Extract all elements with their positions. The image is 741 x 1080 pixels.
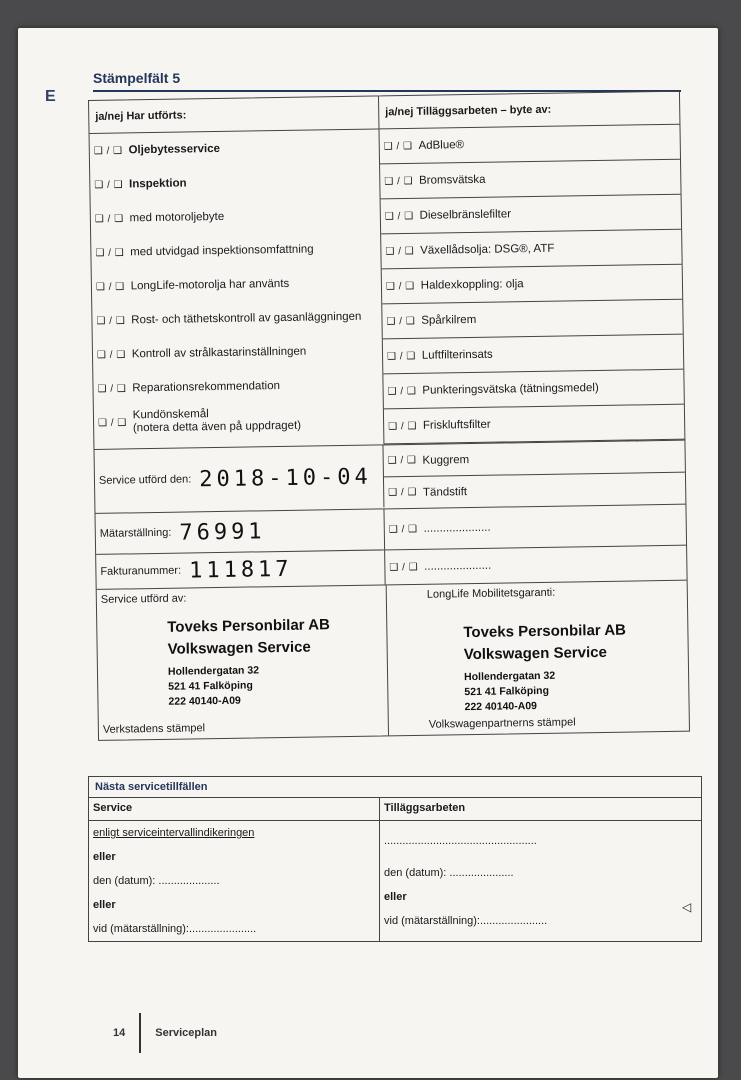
performed-item-text: Reparationsrekommendation (132, 380, 281, 395)
right-slot-a (383, 441, 685, 509)
performed-item-text: Oljebytesservice (128, 142, 221, 157)
performed-item-label (133, 407, 302, 436)
additional-work-row (382, 265, 683, 305)
yes-no-checkbox[interactable]: ❑ / ❑ (95, 246, 125, 259)
yes-no-checkbox[interactable]: ❑ / ❑ (385, 280, 415, 292)
additional-work-label: ..................... (424, 559, 492, 573)
additional-work-label: Tändstift (422, 485, 468, 499)
yes-no-checkbox[interactable]: ❑ / ❑ (388, 523, 418, 535)
page-title: Stämpelfält 5 (93, 70, 181, 86)
additional-work-header: ja/nej Tilläggsarbeten – byte av: (379, 92, 679, 130)
yes-no-checkbox[interactable]: ❑ / ❑ (97, 382, 127, 395)
page-number: 14 (113, 1027, 126, 1039)
yes-no-checkbox[interactable]: ❑ / ❑ (384, 210, 414, 222)
performed-row (92, 299, 381, 338)
footer-divider (139, 1013, 141, 1053)
yes-no-checkbox[interactable]: ❑ / ❑ (384, 175, 414, 187)
mileage-cell (96, 509, 386, 554)
invoice-value: 111817 (188, 556, 293, 583)
next-service-table (88, 776, 702, 942)
left-arrow-icon: ◁ (682, 900, 692, 914)
additional-work-label: Kuggrem (422, 453, 470, 467)
partner-stamp (463, 620, 627, 716)
yes-no-checkbox[interactable]: ❑ / ❑ (383, 140, 413, 152)
performed-item-text: Rost- och täthetskontroll av gasanläggningen (131, 310, 362, 327)
yes-no-checkbox[interactable]: ❑ / ❑ (96, 348, 126, 361)
performed-item-label (132, 380, 280, 394)
performed-row (94, 401, 383, 440)
additional-work-label: Spårkilrem (421, 313, 477, 327)
performed-row (92, 265, 381, 304)
interval-indicator-option: enligt serviceintervallindikeringen (93, 827, 255, 839)
yes-no-checkbox[interactable]: ❑ / ❑ (385, 245, 415, 257)
additional-work-line: .................................................. (384, 835, 537, 847)
right-slot-c (385, 546, 686, 585)
mileage-field: vid (mätarställning):...................... (93, 923, 257, 935)
performed-item-text: Kundönskemål (132, 408, 209, 422)
additional-work-label: Dieselbränslefilter (419, 208, 512, 222)
performed-by-label: Service utförd av: (100, 592, 187, 606)
performed-row (93, 367, 382, 406)
performed-row (90, 163, 379, 202)
performed-row (91, 197, 380, 236)
additional-work-label: Bromsvätska (418, 173, 486, 187)
next-service-col-left: Service (89, 798, 379, 821)
service-date-label: Service utförd den: (98, 473, 192, 487)
yes-no-checkbox[interactable]: ❑ / ❑ (387, 385, 417, 397)
stamp-street: Hollendergatan 32 (167, 664, 260, 678)
performed-item-text: med utvidgad inspektionsomfattning (130, 243, 314, 259)
workshop-stamp-cell (97, 585, 389, 740)
additional-work-label: Punkteringsvätska (tätningsmedel) (422, 382, 599, 397)
additional-work-label: ..................... (423, 521, 491, 535)
service-date-value: 2018-10-04 (199, 464, 372, 492)
stamp-phone: 222 40140-A09 (168, 694, 241, 708)
partner-stamp-brand: Volkswagen Service (463, 643, 608, 664)
service-book-page (18, 28, 718, 1078)
performed-item-text: LongLife-motorolja har använts (130, 277, 290, 293)
mileage-label: Mätarställning: (99, 526, 172, 540)
additional-work-row (385, 546, 686, 585)
performed-item-label (131, 311, 361, 327)
performed-item-note: (notera detta även på uppdraget) (132, 419, 302, 435)
yes-no-checkbox[interactable]: ❑ / ❑ (386, 350, 416, 362)
additional-work-row (381, 230, 682, 270)
yes-no-checkbox[interactable]: ❑ / ❑ (388, 486, 418, 499)
yes-no-checkbox[interactable]: ❑ / ❑ (96, 314, 126, 327)
performed-item-text: med motoroljebyte (129, 210, 225, 225)
additional-work-label: Växellådsolja: DSG®, ATF (420, 242, 555, 257)
next-service-col-right: Tilläggsarbeten (380, 798, 701, 821)
yes-no-checkbox[interactable]: ❑ / ❑ (387, 454, 417, 467)
stamp-field-table (88, 91, 690, 741)
mileage-value: 76991 (179, 518, 266, 546)
yes-no-checkbox[interactable]: ❑ / ❑ (389, 561, 419, 573)
additional-work-row (383, 441, 684, 478)
performed-row (93, 333, 382, 372)
next-service-left (89, 798, 380, 941)
performed-row (90, 129, 379, 168)
partner-stamp-street: Hollendergatan 32 (464, 669, 556, 684)
yes-no-checkbox[interactable]: ❑ / ❑ (94, 178, 124, 191)
next-service-right (380, 798, 701, 941)
performed-item-label (131, 278, 290, 292)
right-slot-b (384, 505, 686, 550)
additional-work-label: Friskluftsfilter (422, 418, 491, 432)
longlife-label: LongLife Mobilitetsgaranti: (426, 586, 556, 601)
workshop-stamp-label: Verkstadens stämpel (102, 722, 206, 736)
additional-work-row (382, 300, 683, 340)
additional-work-row (384, 505, 686, 550)
right-mileage-field: vid (mätarställning):...................... (384, 915, 548, 927)
additional-work-label: AdBlue® (418, 139, 465, 152)
partner-stamp-cell (387, 581, 689, 736)
service-date-cell (94, 445, 384, 512)
additional-work-row (384, 405, 685, 445)
side-tab-letter: E (45, 88, 56, 105)
page-footer (113, 1013, 217, 1053)
performed-column (89, 96, 384, 449)
performed-item-label (132, 346, 307, 361)
or-label-1: eller (93, 851, 116, 863)
stamp-city: 521 41 Falköping (168, 679, 253, 693)
performed-header: ja/nej Har utförts: (89, 96, 378, 134)
stamp-brand: Volkswagen Service (167, 638, 311, 658)
date-field: den (datum): .................... (93, 875, 220, 887)
yes-no-checkbox[interactable]: ❑ / ❑ (388, 420, 418, 432)
right-date-field: den (datum): ..................... (384, 867, 514, 879)
next-service-header: Nästa servicetillfällen (89, 777, 701, 798)
performed-item-label (130, 243, 314, 258)
performed-item-text: Inspektion (129, 177, 187, 191)
yes-no-checkbox[interactable]: ❑ / ❑ (94, 212, 124, 225)
additional-work-row (380, 160, 681, 200)
performed-item-label (129, 177, 187, 190)
additional-work-row (383, 335, 684, 375)
additional-work-label: Haldexkoppling: olja (420, 278, 524, 292)
yes-no-checkbox[interactable]: ❑ / ❑ (95, 280, 125, 293)
right-or-label: eller (384, 891, 407, 903)
performed-row (91, 231, 380, 270)
or-label-2: eller (93, 899, 116, 911)
invoice-cell (96, 550, 385, 589)
additional-work-row (383, 370, 684, 410)
performed-item-label (130, 211, 225, 224)
partner-stamp-phone: 222 40140-A09 (464, 700, 538, 714)
partner-stamp-company-name: Toveks Personbilar AB (463, 621, 627, 642)
partner-stamp-city: 521 41 Falköping (464, 684, 550, 699)
additional-work-label: Luftfilterinsats (421, 348, 493, 362)
additional-work-row (384, 473, 685, 509)
yes-no-checkbox[interactable]: ❑ / ❑ (97, 416, 127, 429)
partner-stamp-label: Volkswagenpartnerns stämpel (428, 716, 576, 731)
workshop-stamp (167, 614, 331, 710)
additional-work-row (379, 125, 680, 165)
invoice-label: Fakturanummer: (100, 564, 182, 578)
stamp-company-name: Toveks Personbilar AB (167, 616, 330, 636)
performed-item-label (128, 143, 220, 156)
section-name: Serviceplan (155, 1027, 218, 1039)
yes-no-checkbox[interactable]: ❑ / ❑ (386, 315, 416, 327)
additional-work-row (381, 195, 682, 235)
performed-item-text: Kontroll av strålkastarinställningen (131, 345, 307, 361)
yes-no-checkbox[interactable]: ❑ / ❑ (93, 144, 123, 157)
additional-work-column (379, 92, 684, 445)
